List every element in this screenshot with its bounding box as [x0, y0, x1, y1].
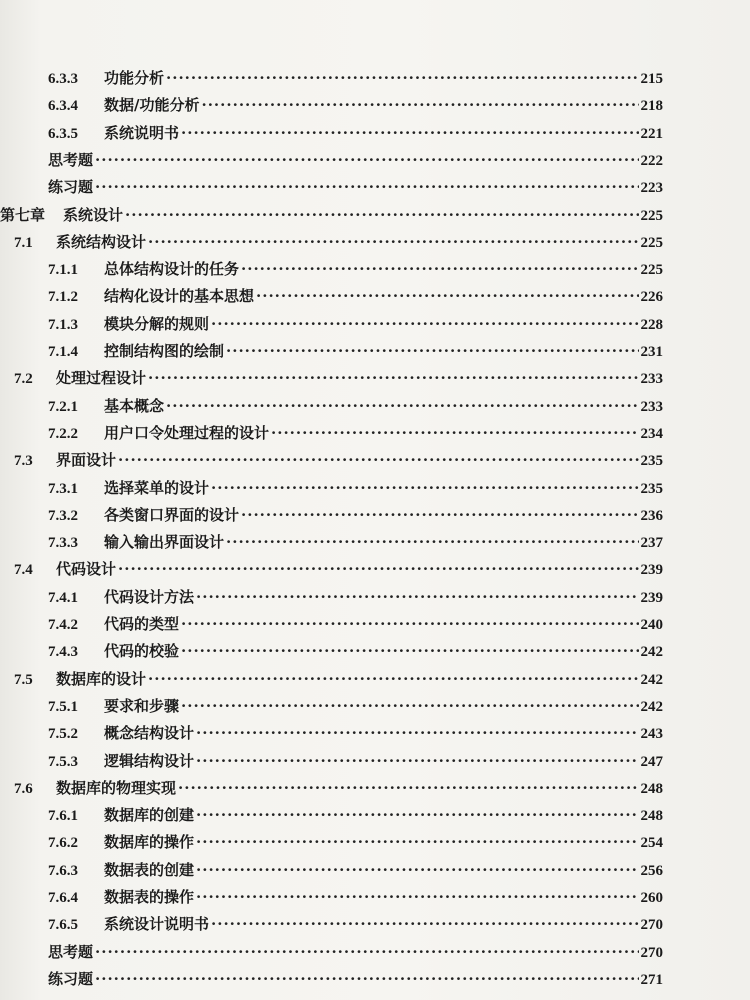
- toc-entry-number: 7.4.2: [48, 617, 78, 633]
- toc-leader-dots: [181, 612, 638, 636]
- toc-leader-dots: [196, 803, 638, 827]
- toc-entry-number: 7.4: [14, 562, 33, 579]
- toc-leader-dots: [166, 66, 638, 90]
- toc-entry-number: 6.3.4: [48, 98, 78, 115]
- toc-entry[interactable]: [48, 312, 663, 336]
- toc-entry[interactable]: [48, 175, 663, 199]
- toc-entry-number: 7.3.1: [48, 480, 78, 497]
- toc-entry[interactable]: [48, 749, 663, 773]
- toc-entry-number: 7.2.1: [48, 398, 78, 415]
- toc-entry-number: 7.6.2: [48, 835, 78, 852]
- toc-entry-number: 6.3.5: [48, 125, 78, 142]
- toc-entry-title: 思考题: [48, 942, 94, 961]
- toc-leader-dots: [181, 694, 638, 718]
- toc-entry[interactable]: [48, 803, 663, 827]
- toc-entry-page: 225: [640, 262, 663, 279]
- toc-entry-page: 248: [640, 780, 663, 797]
- toc-entry[interactable]: [48, 585, 663, 609]
- toc-entry-number: 7.5.2: [48, 726, 78, 743]
- toc-entry-title: 总体结构设计的任务: [104, 260, 240, 279]
- toc-leader-dots: [95, 148, 638, 172]
- toc-entry[interactable]: [48, 885, 663, 909]
- toc-entry-page: 271: [640, 971, 663, 988]
- toc-entry-number: 7.4.1: [48, 589, 78, 606]
- toc-entry[interactable]: [48, 66, 663, 90]
- toc-entry-number: 7.2.2: [48, 425, 78, 442]
- toc-entry-number: 7.2: [14, 371, 33, 388]
- toc-entry-page: 239: [640, 589, 663, 606]
- toc-entry-title: 数据表的创建: [104, 860, 195, 879]
- toc-entry-number: 7.1.3: [48, 316, 78, 333]
- toc-leader-dots: [148, 366, 638, 390]
- toc-entry[interactable]: [14, 230, 663, 254]
- toc-entry[interactable]: [48, 940, 663, 964]
- toc-leader-dots: [211, 912, 638, 936]
- toc-entry-number: 7.1: [14, 234, 33, 251]
- toc-entry-page: 234: [640, 425, 663, 442]
- toc-entry-page: 233: [640, 371, 663, 388]
- toc-entry-number: 7.6.3: [48, 862, 78, 879]
- toc-entry-page: 254: [640, 835, 663, 852]
- toc-leader-dots: [196, 585, 638, 609]
- toc-entry[interactable]: [48, 284, 663, 308]
- toc-entry-page: 260: [640, 890, 663, 906]
- toc-entry-number: 7.5.1: [48, 698, 78, 715]
- toc-leader-dots: [148, 230, 638, 254]
- toc-entry-page: 222: [640, 152, 663, 169]
- toc-entry[interactable]: [48, 612, 663, 636]
- toc-entry-page: 235: [640, 453, 663, 470]
- toc-leader-dots: [256, 284, 638, 308]
- toc-entry-title: 要求和步骤: [104, 696, 180, 715]
- toc-entry-title: 数据表的操作: [104, 888, 195, 906]
- toc-entry-number: 7.6.5: [48, 917, 78, 934]
- toc-entry-number: 7.3.3: [48, 535, 78, 552]
- toc-entry-title: 系统设计: [63, 205, 124, 224]
- toc-entry-title: 数据库的物理实现: [56, 778, 177, 797]
- toc-entry[interactable]: [48, 503, 663, 527]
- toc-entry[interactable]: [48, 967, 663, 991]
- toc-entry-page: 221: [640, 125, 663, 142]
- toc-leader-dots: [95, 175, 638, 199]
- toc-entry[interactable]: [14, 557, 663, 581]
- toc-entry[interactable]: [48, 421, 663, 445]
- toc-entry-title: 功能分析: [104, 69, 165, 87]
- toc-leader-dots: [196, 858, 638, 882]
- toc-leader-dots: [181, 121, 638, 145]
- toc-entry-title: 界面设计: [56, 451, 117, 470]
- toc-entry[interactable]: [48, 257, 663, 281]
- toc-entry-page: 243: [640, 726, 663, 743]
- toc-leader-dots: [178, 776, 638, 800]
- toc-entry-title: 数据库的创建: [104, 806, 195, 825]
- toc-entry-number: 7.1.1: [48, 262, 78, 279]
- toc-leader-dots: [196, 749, 638, 773]
- toc-entry-page: 242: [640, 698, 663, 715]
- toc-entry-number: 7.1.4: [48, 344, 78, 360]
- toc-entry[interactable]: [48, 394, 663, 418]
- toc-entry[interactable]: [14, 448, 663, 472]
- toc-entry-number: 7.6.1: [48, 808, 78, 825]
- toc-entry-title: 数据库的操作: [104, 833, 195, 852]
- toc-leader-dots: [226, 339, 638, 363]
- toc-entry-page: 226: [640, 289, 663, 306]
- toc-entry-number: 7.6.4: [48, 890, 78, 906]
- toc-entry-number: 第七章: [0, 207, 46, 224]
- toc-entry[interactable]: [48, 339, 663, 363]
- toc-leader-dots: [95, 967, 638, 991]
- toc-entry-title: 概念结构设计: [104, 724, 195, 743]
- toc-entry-page: 237: [640, 535, 663, 552]
- toc-entry-number: 7.5.3: [48, 753, 78, 770]
- toc-entry-title: 控制结构图的绘制: [104, 342, 225, 360]
- toc-entry-page: 235: [640, 480, 663, 497]
- toc-entry-title: 思考题: [48, 150, 94, 169]
- toc-leader-dots: [196, 885, 638, 909]
- toc-entry-page: 233: [640, 398, 663, 415]
- toc-entry[interactable]: [48, 830, 663, 854]
- toc-entry-title: 各类窗口界面的设计: [104, 505, 240, 524]
- toc-entry[interactable]: [14, 366, 663, 390]
- toc-leader-dots: [148, 667, 638, 691]
- toc-entry-page: 247: [640, 753, 663, 770]
- toc-entry-number: 6.3.3: [48, 71, 78, 87]
- toc-entry-title: 结构化设计的基本思想: [104, 287, 255, 306]
- toc-entry-page: 223: [640, 180, 663, 197]
- toc-entry-title: 系统设计说明书: [104, 915, 210, 934]
- toc-entry-title: 代码设计方法: [104, 587, 195, 606]
- toc-entry[interactable]: [48, 148, 663, 172]
- toc-leader-dots: [166, 394, 638, 418]
- toc-entry[interactable]: [48, 93, 663, 117]
- toc-entry[interactable]: [48, 476, 663, 500]
- toc-leader-dots: [211, 312, 638, 336]
- toc-entry-title: 选择菜单的设计: [104, 478, 210, 497]
- toc-entry-page: 270: [640, 944, 663, 961]
- toc-entry[interactable]: [48, 639, 663, 663]
- toc-entry-title: 代码设计: [56, 560, 117, 579]
- toc-leader-dots: [181, 639, 638, 663]
- toc-entry[interactable]: [14, 776, 663, 800]
- toc-entry-page: 228: [640, 316, 663, 333]
- toc-leader-dots: [95, 940, 638, 964]
- toc-entry[interactable]: [48, 858, 663, 882]
- toc-leader-dots: [241, 257, 638, 281]
- toc-entry-number: 7.3: [14, 453, 33, 470]
- toc-leader-dots: [241, 503, 638, 527]
- toc-entry[interactable]: [14, 667, 663, 691]
- toc-entry-title: 处理过程设计: [56, 369, 147, 388]
- toc-entry-page: 218: [640, 98, 663, 115]
- toc-entry-page: 236: [640, 507, 663, 524]
- toc-entry-page: 225: [640, 234, 663, 251]
- toc-entry[interactable]: [48, 121, 663, 145]
- toc-entry-page: 225: [640, 207, 663, 224]
- toc-leader-dots: [118, 448, 638, 472]
- toc-entry-title: 用户口令处理过程的设计: [104, 423, 270, 442]
- toc-entry-title: 代码的校验: [104, 642, 180, 661]
- toc-leader-dots: [196, 721, 638, 745]
- toc-entry-page: 240: [640, 617, 663, 633]
- toc-entry[interactable]: [48, 912, 663, 936]
- toc-entry[interactable]: [0, 203, 663, 227]
- toc-leader-dots: [211, 476, 638, 500]
- toc-entry-title: 数据库的设计: [56, 669, 147, 688]
- toc-entry-title: 练习题: [48, 178, 94, 197]
- toc-entry-page: 239: [640, 562, 663, 579]
- toc-entry-page: 270: [640, 917, 663, 934]
- toc-entry-title: 模块分解的规则: [104, 314, 210, 333]
- toc-entry-page: 256: [640, 862, 663, 879]
- toc-leader-dots: [125, 203, 638, 227]
- toc-entry-title: 逻辑结构设计: [104, 751, 195, 770]
- toc-entry-title: 练习题: [48, 969, 94, 988]
- toc-entry-number: 7.3.2: [48, 507, 78, 524]
- toc-entry-page: 242: [640, 644, 663, 661]
- toc-entry[interactable]: [48, 530, 663, 554]
- toc-entry-title: 数据/功能分析: [104, 96, 200, 115]
- toc-entry-page: 215: [640, 71, 663, 87]
- toc-entry-number: 7.5: [14, 671, 33, 688]
- toc-leader-dots: [201, 93, 638, 117]
- toc-entry-number: 7.4.3: [48, 644, 78, 661]
- toc-entry-page: 231: [640, 344, 663, 360]
- toc-entry-title: 代码的类型: [104, 615, 180, 633]
- toc-leader-dots: [271, 421, 638, 445]
- toc-leader-dots: [196, 830, 638, 854]
- toc-entry-title: 系统结构设计: [56, 232, 147, 251]
- toc-entry-title: 基本概念: [104, 396, 165, 415]
- toc-entry[interactable]: [48, 694, 663, 718]
- toc-leader-dots: [226, 530, 638, 554]
- toc-leader-dots: [118, 557, 638, 581]
- toc-entry[interactable]: [48, 721, 663, 745]
- toc-entry-title: 输入输出界面设计: [104, 533, 225, 552]
- toc-entry-number: 7.1.2: [48, 289, 78, 306]
- toc-entry-page: 248: [640, 808, 663, 825]
- toc-entry-title: 系统说明书: [104, 123, 180, 142]
- toc-entry-number: 7.6: [14, 780, 33, 797]
- toc-entry-page: 242: [640, 671, 663, 688]
